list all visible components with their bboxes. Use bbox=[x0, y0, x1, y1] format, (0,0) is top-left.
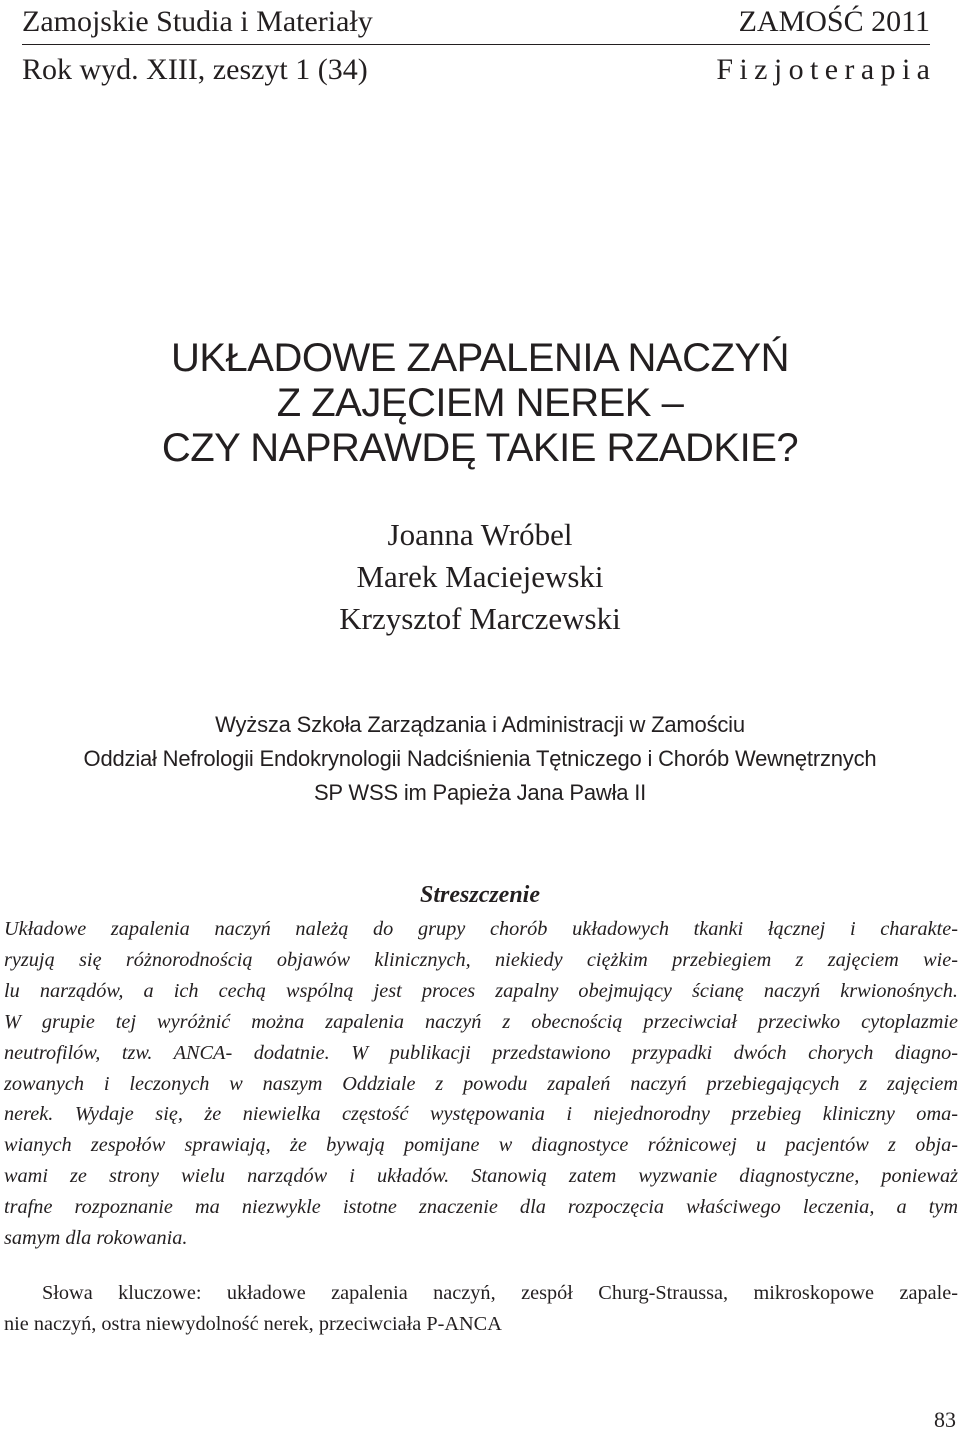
affiliation-line: Wyższa Szkoła Zarządzania i Administracji w Zamościu bbox=[215, 712, 745, 737]
abstract-line: samym dla rokowania. bbox=[4, 1227, 188, 1250]
title-line: CZY NAPRAWDĘ TAKIE RZADKIE? bbox=[161, 426, 799, 470]
author-name: Marek Maciejewski bbox=[356, 559, 604, 594]
author-name: Krzysztof Marczewski bbox=[339, 601, 621, 636]
article-title bbox=[0, 336, 960, 471]
abstract-line: W grupie tej wyróżnić można zapalenia naczyń z obecnością przeciwciał przeciwko cytoplazmie bbox=[4, 1010, 958, 1033]
affiliation-line: Oddział Nefrologii Endokrynologii Nadciśnienia Tętniczego i Chorób Wewnętrznych bbox=[83, 746, 877, 771]
abstract-line: lu narządów, a ich cechą wspólną jest proces zapalny obejmujący ścianę naczyń krwionośnych. bbox=[4, 979, 958, 1002]
abstract-line: wami ze strony wielu narządów i układów. Stanowią zatem wyzwanie diagnostyczne, ponieważ bbox=[4, 1165, 958, 1188]
place-year: ZAMOŚĆ 2011 bbox=[738, 5, 930, 38]
title-line: UKŁADOWE ZAPALENIA NACZYŃ bbox=[170, 336, 789, 380]
abstract-body bbox=[4, 914, 958, 1254]
abstract-line: wianych zespołów sprawiają, że bywają pomijane w diagnostyce różnicowej u pacjentów z obja- bbox=[4, 1134, 958, 1157]
abstract-line: nerek. Wydaje się, że niewielka częstość występowania i niejednorodny przebieg kliniczny oma- bbox=[4, 1103, 958, 1126]
abstract-line: zowanych i leczonych w naszym Oddziale z powodu zapaleń naczyń przebiegających z zajęciem bbox=[4, 1072, 958, 1095]
page-number: 83 bbox=[934, 1407, 956, 1432]
running-header-bottom bbox=[22, 52, 937, 88]
abstract-line: trafne rozpoznanie ma niezwykle istotne znaczenie dla rozpoczęcia właściwego leczenia, a tym bbox=[4, 1196, 958, 1219]
running-header-top bbox=[22, 4, 930, 40]
abstract-line: neutrofilów, tzw. ANCA- dodatnie. W publikacji przedstawiono przypadki dwóch chorych diagno- bbox=[4, 1041, 958, 1064]
header-rule bbox=[22, 44, 930, 45]
journal-name: Zamojskie Studia i Materiały bbox=[22, 5, 373, 38]
author-name: Joanna Wróbel bbox=[387, 517, 573, 552]
keywords-line: nie naczyń, ostra niewydolność nerek, przeciwciała P-ANCA bbox=[4, 1312, 502, 1335]
keywords-line: Słowa kluczowe: układowe zapalenia naczyń, zespół Churg-Straussa, mikroskopowe zapale- bbox=[42, 1282, 958, 1304]
affiliation-line: SP WSS im Papieża Jana Pawła II bbox=[313, 780, 647, 805]
section-name: Fizjoterapia bbox=[716, 53, 937, 86]
volume-info: Rok wyd. XIII, zeszyt 1 (34) bbox=[22, 53, 368, 86]
abstract-line: Układowe zapalenia naczyń należą do grupy chorób układowych tkanki łącznej i charakte- bbox=[4, 918, 958, 940]
abstract-line: ryzują się różnorodnością objawów klinicznych, niekiedy ciężkim przebiegiem z zajęciem wie- bbox=[4, 948, 958, 971]
title-line: Z ZAJĘCIEM NEREK – bbox=[276, 381, 684, 425]
author-list bbox=[0, 514, 960, 640]
affiliation bbox=[0, 708, 960, 810]
abstract-heading: Streszczenie bbox=[420, 882, 540, 908]
keywords bbox=[4, 1278, 958, 1339]
